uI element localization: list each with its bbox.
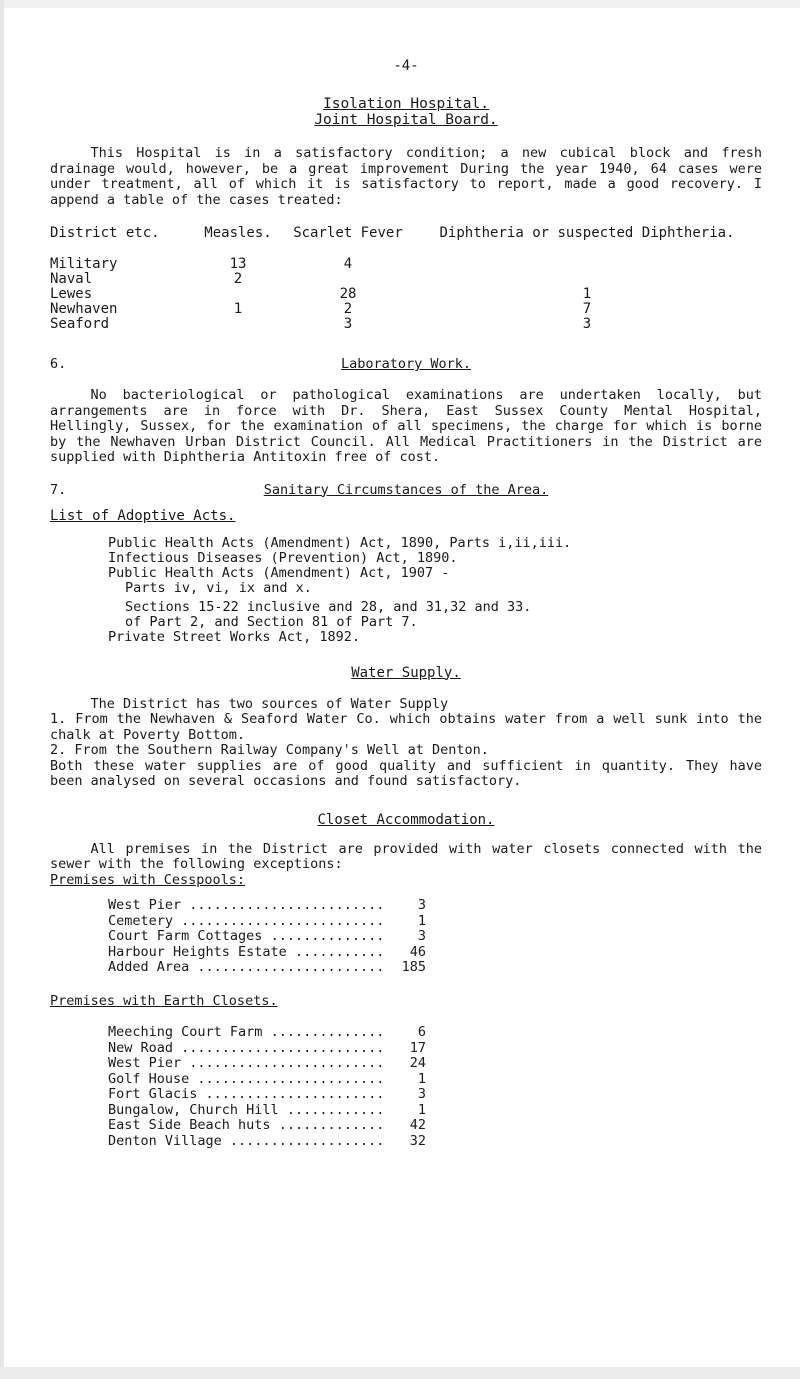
act-line: Sections 15-22 inclusive and 28, and 31,32 and 33. <box>125 598 532 615</box>
cell-district: Naval <box>50 271 93 287</box>
cell-measles: 2 <box>233 271 243 287</box>
cell-scarlet-fever: 3 <box>343 316 353 332</box>
scan-edge-left <box>0 0 4 1379</box>
earth-closets-heading: Premises with Earth Closets. <box>50 992 278 1009</box>
header-scarlet-fever: Scarlet Fever <box>293 225 403 241</box>
earth-closets-list <box>108 1025 426 1149</box>
place-label: Denton Village ..... <box>108 1134 384 1150</box>
place-label: Added Area ..... <box>108 960 384 976</box>
water-line: 2. From the Southern Railway Company's Well at Denton. <box>50 742 489 758</box>
list-item <box>108 1056 426 1072</box>
table-row <box>50 257 762 272</box>
list-item <box>108 1103 426 1119</box>
scan-edge-top <box>0 0 800 8</box>
header-district: District etc. <box>50 225 160 241</box>
page-subheading: Joint Hospital Board. <box>314 112 498 128</box>
cell-scarlet-fever <box>284 272 412 287</box>
place-count: 46 <box>409 943 426 960</box>
water-line: The District has two sources of Water Supply <box>90 695 449 712</box>
header-diphtheria: Diphtheria or suspected Diphtheria. <box>439 225 735 241</box>
closet-text: All premises in the District are provided with water closets connected with the sewer with the following exceptions: <box>50 840 762 872</box>
acts-heading: List of Adoptive Acts. <box>50 507 236 524</box>
water-line: 1. From the Newhaven & Seaford Water Co. which obtains water from a well sunk into the chalk at Poverty Bottom. <box>50 711 762 743</box>
list-item <box>108 1118 426 1134</box>
place-count: 3 <box>417 897 426 913</box>
list-item <box>108 898 426 914</box>
place-label: Bungalow, Church Hill ..... <box>108 1103 384 1119</box>
place-count: 1 <box>417 912 426 929</box>
cell-district: Military <box>50 256 118 272</box>
table-row <box>50 287 762 302</box>
intro-paragraph: This Hospital is in a satisfactory condition; a new cubical block and fresh drainage would, however, be a great improvement During the year 1940, 64 cases were under treatment, all of which it is satisfactory to report, made a good recovery. I append a table of the cases treated: <box>50 145 762 208</box>
place-count: 17 <box>409 1039 426 1056</box>
act-line: Infectious Diseases (Prevention) Act, 1890. <box>108 549 458 566</box>
list-item <box>108 1134 426 1150</box>
cell-measles: 1 <box>233 301 243 317</box>
water-supply-title: Water Supply. <box>351 664 461 681</box>
cesspools-heading: Premises with Cesspools: <box>50 871 246 888</box>
cell-scarlet-fever: 28 <box>339 286 357 302</box>
place-count: 24 <box>409 1055 426 1071</box>
cases-table <box>50 226 762 332</box>
closet-accommodation-title: Closet Accommodation. <box>317 811 495 828</box>
place-label: Harbour Heights Estate ..... <box>108 945 384 961</box>
place-count: 1 <box>417 1070 426 1087</box>
section-6-heading <box>50 356 762 372</box>
cell-scarlet-fever: 4 <box>343 256 353 272</box>
cell-diphtheria: 7 <box>582 301 592 317</box>
section-6-title: Laboratory Work. <box>340 356 472 372</box>
list-item <box>108 960 426 976</box>
list-item <box>108 1072 426 1088</box>
place-label: Fort Glacis ..... <box>108 1087 384 1103</box>
act-line: Public Health Acts (Amendment) Act, 1907 - <box>108 564 450 581</box>
list-item <box>108 914 426 930</box>
cell-district: Seaford <box>50 316 110 332</box>
list-item <box>108 1041 426 1057</box>
document-page <box>50 58 762 1149</box>
cesspools-list <box>108 898 426 976</box>
cell-diphtheria: 3 <box>582 316 592 332</box>
cases-table-header <box>50 226 762 241</box>
place-count: 6 <box>417 1024 426 1040</box>
acts-list <box>108 536 762 645</box>
section-7-title: Sanitary Circumstances of the Area. <box>263 481 549 498</box>
list-item <box>108 600 762 630</box>
act-line: Private Street Works Act, 1892. <box>108 628 360 645</box>
place-label: Golf House ..... <box>108 1072 384 1088</box>
list-item <box>108 566 762 596</box>
list-item <box>108 1087 426 1103</box>
place-label: New Road ..... <box>108 1041 384 1057</box>
place-label: West Pier ..... <box>108 898 384 914</box>
scan-edge-bottom <box>0 1367 800 1379</box>
place-count: 1 <box>417 1101 426 1118</box>
place-label: East Side Beach huts ..... <box>108 1118 384 1134</box>
act-continuation: of Part 2, and Section 81 of Part 7. <box>125 613 418 630</box>
place-label: Cemetery ..... <box>108 914 384 930</box>
section-7-number: 7. <box>50 481 67 498</box>
place-count: 42 <box>409 1117 426 1133</box>
table-row <box>50 317 762 332</box>
act-continuation: Parts iv, vi, ix and x. <box>125 579 312 596</box>
cell-diphtheria <box>412 272 762 287</box>
cell-measles: 13 <box>229 256 247 272</box>
water-line: Both these water supplies are of good quality and sufficient in quantity. They have been analysed on several occasions and found satisfactory. <box>50 757 762 789</box>
list-item <box>108 1025 426 1041</box>
place-count: 32 <box>409 1132 426 1149</box>
section-6-text: No bacteriological or pathological examinations are undertaken locally, but arrangements are in force with Dr. Shera, East Sussex County Mental Hospital, Hellingly, Sussex, for the examination of all specimens, the charge for which is borne by the Newhaven Urban District Council. All Medical Practitioners in the District are supplied with Diphtheria Antitoxin free of cost. <box>50 387 762 465</box>
place-label: West Pier ..... <box>108 1056 384 1072</box>
cell-diphtheria: 1 <box>582 286 592 302</box>
list-item <box>108 551 762 566</box>
place-label: Court Farm Cottages ..... <box>108 929 384 945</box>
page-number: -4- <box>393 58 419 74</box>
cell-scarlet-fever: 2 <box>343 301 353 317</box>
cell-measles <box>192 287 284 302</box>
place-count: 3 <box>417 1086 426 1102</box>
cell-measles <box>192 317 284 332</box>
water-supply-text <box>50 697 762 790</box>
list-item <box>108 536 762 551</box>
list-item <box>108 945 426 961</box>
section-7-heading <box>50 482 762 498</box>
place-count: 185 <box>401 959 426 975</box>
table-row <box>50 272 762 287</box>
table-row <box>50 302 762 317</box>
section-6-number: 6. <box>50 356 67 372</box>
list-item <box>108 630 762 645</box>
cell-diphtheria <box>412 257 762 272</box>
cell-district: Lewes <box>50 286 93 302</box>
header-measles: Measles. <box>204 225 272 241</box>
page-heading: Isolation Hospital. <box>323 96 489 112</box>
place-label: Meeching Court Farm ..... <box>108 1025 384 1041</box>
list-item <box>108 929 426 945</box>
act-line: Public Health Acts (Amendment) Act, 1890, Parts i,ii,iii. <box>108 534 572 551</box>
cell-district: Newhaven <box>50 301 118 317</box>
place-count: 3 <box>417 928 426 944</box>
